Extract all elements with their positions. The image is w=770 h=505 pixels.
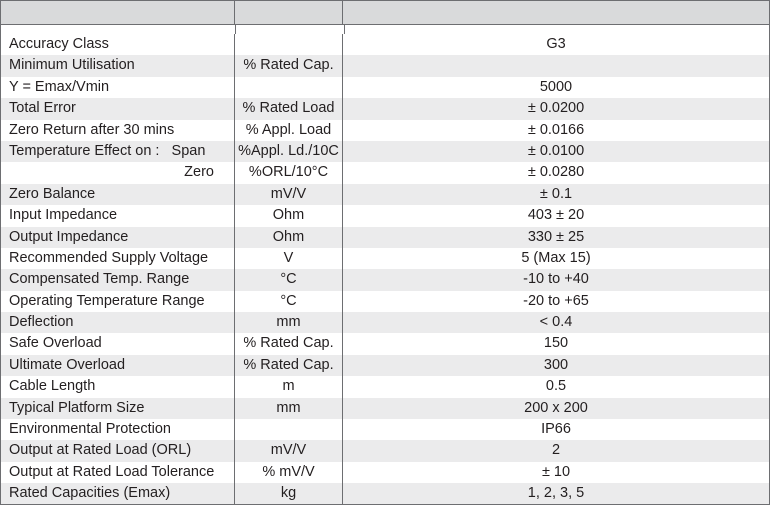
table-row bbox=[1, 205, 769, 226]
value-cell bbox=[343, 55, 769, 76]
table-row bbox=[1, 291, 769, 312]
parameter-cell: Y = Emax/Vmin bbox=[1, 77, 235, 98]
unit-cell: m bbox=[235, 376, 343, 397]
parameter-cell: Deflection bbox=[1, 312, 235, 333]
unit-cell: %Appl. Ld./10C bbox=[235, 141, 343, 162]
parameter-cell: Output at Rated Load Tolerance bbox=[1, 462, 235, 483]
table-row bbox=[1, 141, 769, 162]
table-row bbox=[1, 227, 769, 248]
unit-cell: % Appl. Load bbox=[235, 120, 343, 141]
unit-cell: Ohm bbox=[235, 227, 343, 248]
unit-cell: mm bbox=[235, 398, 343, 419]
table-row bbox=[1, 184, 769, 205]
parameter-cell: Safe Overload bbox=[1, 333, 235, 354]
unit-cell: °C bbox=[235, 269, 343, 290]
unit-cell bbox=[235, 77, 343, 98]
table-row bbox=[1, 398, 769, 419]
table-row bbox=[1, 462, 769, 483]
value-cell: ± 0.0200 bbox=[527, 100, 585, 117]
table-row bbox=[1, 376, 769, 397]
table-row bbox=[1, 312, 769, 333]
table-row bbox=[1, 483, 769, 504]
value-cell: 1, 2, 3, 5 bbox=[527, 485, 585, 502]
parameter-cell: Cable Length bbox=[1, 376, 235, 397]
parameter-cell: Recommended Supply Voltage bbox=[1, 248, 235, 269]
value-cell: < 0.4 bbox=[539, 314, 573, 331]
table-header bbox=[1, 1, 769, 25]
header-cell-value bbox=[343, 1, 769, 24]
parameter-cell: Typical Platform Size bbox=[1, 398, 235, 419]
value-cell: G3 bbox=[546, 36, 566, 52]
unit-cell bbox=[235, 419, 343, 440]
value-cell: IP66 bbox=[541, 421, 571, 438]
parameter-cell: Zero bbox=[1, 162, 235, 183]
value-cell: 5000 bbox=[539, 78, 573, 95]
unit-cell: % Rated Load bbox=[235, 98, 343, 119]
table-row bbox=[1, 269, 769, 290]
table-row bbox=[1, 248, 769, 269]
unit-cell: kg bbox=[235, 483, 343, 504]
table-row bbox=[1, 440, 769, 461]
unit-cell: % Rated Cap. bbox=[235, 333, 343, 354]
unit-cell: V bbox=[235, 248, 343, 269]
table-row bbox=[1, 333, 769, 354]
value-cell: 150 bbox=[543, 335, 569, 352]
header-spacer bbox=[1, 25, 769, 34]
spacer-cell bbox=[1, 25, 236, 34]
unit-cell: mV/V bbox=[235, 440, 343, 461]
parameter-cell: Compensated Temp. Range bbox=[1, 269, 235, 290]
parameter-cell: Output at Rated Load (ORL) bbox=[1, 440, 235, 461]
unit-cell: % mV/V bbox=[235, 462, 343, 483]
unit-cell: °C bbox=[235, 291, 343, 312]
value-cell: 403 ± 20 bbox=[527, 207, 585, 224]
value-cell: ± 0.0166 bbox=[527, 121, 585, 138]
value-cell: 0.5 bbox=[545, 378, 567, 395]
table-row bbox=[1, 34, 769, 55]
table-body bbox=[1, 34, 769, 505]
table-row bbox=[1, 55, 769, 76]
unit-cell: % Rated Cap. bbox=[235, 55, 343, 76]
table-row bbox=[1, 120, 769, 141]
value-cell: 330 ± 25 bbox=[527, 228, 585, 245]
unit-cell: % Rated Cap. bbox=[235, 355, 343, 376]
unit-cell bbox=[235, 34, 343, 55]
unit-cell: mV/V bbox=[235, 184, 343, 205]
value-cell: ± 0.1 bbox=[539, 185, 573, 202]
parameter-cell: Operating Temperature Range bbox=[1, 291, 235, 312]
unit-cell: mm bbox=[235, 312, 343, 333]
table-row bbox=[1, 419, 769, 440]
parameter-cell: Rated Capacities (Emax) bbox=[1, 483, 235, 504]
parameter-cell: Total Error bbox=[1, 98, 235, 119]
table-row bbox=[1, 77, 769, 98]
parameter-cell: Environmental Protection bbox=[1, 419, 235, 440]
value-cell: 200 x 200 bbox=[524, 399, 588, 416]
value-cell: ± 0.0100 bbox=[527, 142, 585, 159]
parameter-cell: Ultimate Overload bbox=[1, 355, 235, 376]
table-row bbox=[1, 162, 769, 183]
parameter-cell: Zero Balance bbox=[1, 184, 235, 205]
value-cell: -20 to +65 bbox=[523, 292, 589, 309]
header-cell-unit bbox=[235, 1, 343, 24]
value-cell: 5 (Max 15) bbox=[521, 249, 591, 266]
unit-cell: Ohm bbox=[235, 205, 343, 226]
value-cell: 300 bbox=[543, 356, 569, 373]
value-cell: 2 bbox=[551, 442, 561, 459]
header-cell-parameter bbox=[1, 1, 235, 24]
spacer-cell bbox=[345, 25, 769, 34]
parameter-cell: Minimum Utilisation bbox=[1, 55, 235, 76]
table-row bbox=[1, 98, 769, 119]
table-row bbox=[1, 355, 769, 376]
value-cell: -10 to +40 bbox=[523, 271, 589, 288]
parameter-cell: Output Impedance bbox=[1, 227, 235, 248]
parameter-cell: Zero Return after 30 mins bbox=[1, 120, 235, 141]
value-cell: ± 0.0280 bbox=[527, 164, 585, 181]
parameter-cell: Accuracy Class bbox=[1, 34, 235, 55]
value-cell: ± 10 bbox=[541, 463, 571, 480]
unit-cell: %ORL/10°C bbox=[235, 162, 343, 183]
parameter-cell: Temperature Effect on : Span bbox=[1, 141, 235, 162]
spacer-cell bbox=[236, 25, 345, 34]
parameter-cell: Input Impedance bbox=[1, 205, 235, 226]
